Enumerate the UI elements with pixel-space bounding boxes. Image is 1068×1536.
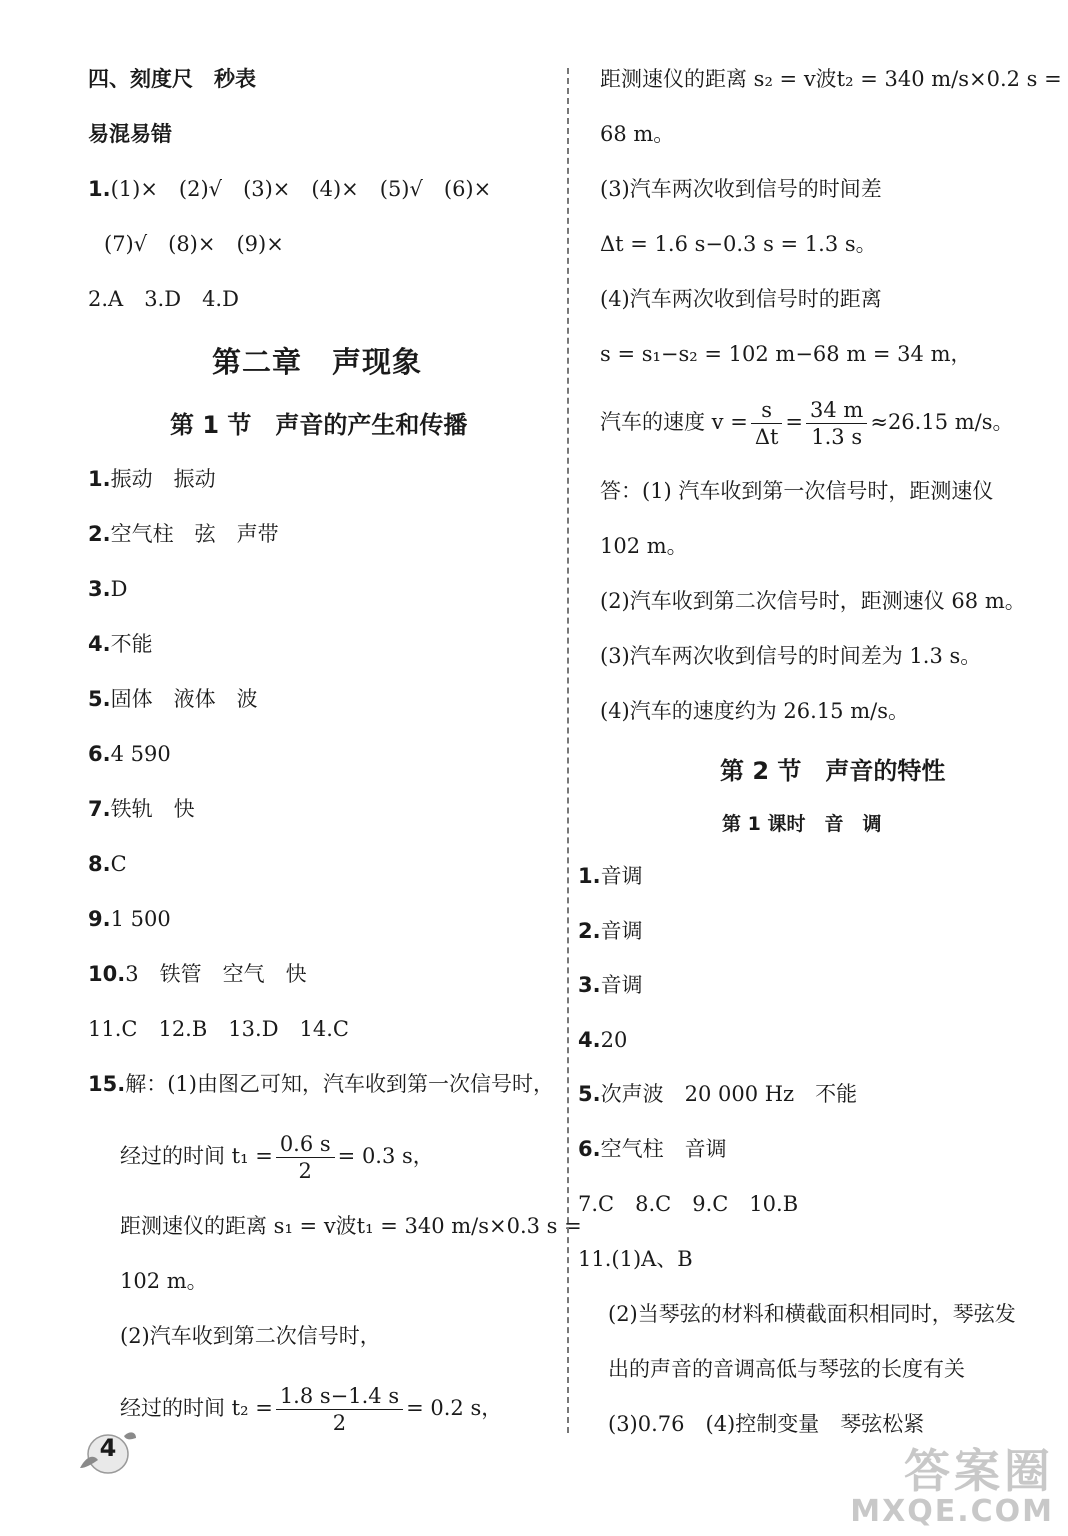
question-number: 4. xyxy=(88,632,111,656)
v-denominator-2: 1.3 s xyxy=(811,425,863,449)
t2-prefix: 经过的时间 t₂ = xyxy=(120,1396,273,1420)
watermark xyxy=(850,1446,1054,1528)
lesson-title: 第 1 课时 音 调 xyxy=(722,813,882,835)
question-number: 4. xyxy=(578,1027,601,1052)
answer-text: 振动 振动 xyxy=(110,467,216,491)
q11-part2: (2)当琴弦的材料和横截面积相同时，琴弦发 xyxy=(608,1302,1016,1326)
answer-text: 音调 xyxy=(600,864,643,888)
section1-answer-10 xyxy=(88,959,307,989)
s1-formula: 距测速仪的距离 s₁ = v波t₁ = 340 m/s×0.3 s = xyxy=(120,1214,582,1238)
section2-answer-6 xyxy=(578,1134,727,1164)
t1-suffix: = 0.3 s， xyxy=(337,1144,434,1168)
v-fraction-2 xyxy=(806,397,867,450)
question-number: 7. xyxy=(88,797,111,821)
t2-denominator: 2 xyxy=(332,1411,347,1435)
watermark-text-1: 答案圈 xyxy=(904,1444,1054,1498)
question-number: 8. xyxy=(88,852,111,876)
answer-text: 音调 xyxy=(600,918,643,943)
t1-prefix: 经过的时间 t₁ = xyxy=(120,1144,273,1168)
q7-10-answers: 7.C 8.C 9.C 10.B xyxy=(578,1192,799,1216)
section1-answer-7 xyxy=(88,794,195,824)
part2-intro: (2)汽车收到第二次信号时， xyxy=(120,1324,381,1348)
section2-title: 第 2 节 声音的特性 xyxy=(720,757,946,785)
s2-formula: 距测速仪的距离 s₂ = v波t₂ = 340 m/s×0.2 s = xyxy=(600,67,1062,91)
answer-part1: 答：(1) 汽车收到第一次信号时，距测速仪 xyxy=(600,479,994,503)
v-fraction-1 xyxy=(751,397,783,450)
answer-text: 1 500 xyxy=(110,907,171,931)
answer-text: 不能 xyxy=(110,632,153,656)
v-numerator-2: 34 m xyxy=(806,397,867,424)
section2-answer-5 xyxy=(578,1079,857,1109)
q1-label: 1. xyxy=(88,177,111,201)
answer-text: 空气柱 弦 声带 xyxy=(110,522,279,546)
distance-formula: s = s₁−s₂ = 102 m−68 m = 34 m， xyxy=(600,342,972,366)
section1-answer-4 xyxy=(88,629,153,659)
heading-confusing: 易混易错 xyxy=(88,122,172,146)
answer-part3: (3)汽车两次收到信号的时间差为 1.3 s。 xyxy=(600,644,982,668)
column-divider xyxy=(567,68,569,1433)
t1-numerator: 0.6 s xyxy=(276,1131,335,1158)
t2-numerator: 1.8 s−1.4 s xyxy=(276,1383,403,1410)
page-number: 4 xyxy=(99,1434,117,1462)
section1-answer-2 xyxy=(88,519,279,549)
t1-formula xyxy=(120,1128,434,1184)
question-number: 3. xyxy=(88,577,111,601)
question-number: 5. xyxy=(88,687,111,711)
t2-suffix: = 0.2 s， xyxy=(406,1396,503,1420)
q2-4-answers: 2.A 3.D 4.D xyxy=(88,287,239,311)
t2-formula xyxy=(120,1380,502,1436)
v-suffix: ≈26.15 m/s。 xyxy=(870,410,1014,434)
answer-text: 铁轨 快 xyxy=(110,797,195,821)
section1-title: 第 1 节 声音的产生和传播 xyxy=(170,411,468,439)
heading-si: 四、刻度尺 秒表 xyxy=(88,67,256,91)
question-number: 6. xyxy=(578,1137,601,1161)
answer-text: 20 xyxy=(600,1027,628,1052)
watermark-text-2: MXQE.COM xyxy=(850,1494,1054,1529)
question-number: 6. xyxy=(88,742,111,766)
question-number: 10. xyxy=(88,962,126,986)
q1-answers-a: (1)× (2)√ (3)× (4)× (5)√ (6)× xyxy=(110,177,492,201)
s2-result: 68 m。 xyxy=(600,122,675,146)
answer-part2: (2)汽车收到第二次信号时，距测速仪 68 m。 xyxy=(600,589,1026,613)
v-equals: = xyxy=(785,410,804,434)
section2-answer-4 xyxy=(578,1025,627,1055)
q11-part1: 11.(1)A、B xyxy=(578,1247,693,1271)
q11-part3-4: (3)0.76 (4)控制变量 琴弦松紧 xyxy=(608,1412,925,1436)
velocity-formula xyxy=(600,394,1014,450)
part3-intro: (3)汽车两次收到信号的时间差 xyxy=(600,177,882,201)
page-number-badge xyxy=(72,1420,142,1490)
question-number: 5. xyxy=(578,1082,601,1107)
s1-result: 102 m。 xyxy=(120,1269,208,1293)
answer-text: 次声波 20 000 Hz 不能 xyxy=(600,1082,858,1107)
answer-text: D xyxy=(110,577,128,601)
answer-text: 3 铁管 空气 快 xyxy=(125,962,307,986)
q15-label: 15. xyxy=(88,1072,126,1096)
v-prefix: 汽车的速度 v = xyxy=(600,410,748,434)
t1-fraction xyxy=(276,1131,335,1184)
q11-part2-cont: 出的声音的音调高低与琴弦的长度有关 xyxy=(608,1357,965,1381)
question-number: 1. xyxy=(578,864,601,888)
section2-answer-3 xyxy=(578,970,643,1000)
answer-text: 音调 xyxy=(600,973,643,998)
question-number: 2. xyxy=(578,918,601,943)
q15-intro: 解：(1)由图乙可知，汽车收到第一次信号时， xyxy=(125,1072,554,1096)
question-number: 3. xyxy=(578,973,601,998)
answer-text: 固体 液体 波 xyxy=(110,687,258,711)
chapter-title: 第二章 声现象 xyxy=(212,345,423,379)
answer-part1-cont: 102 m。 xyxy=(600,534,688,558)
section1-answer-9 xyxy=(88,904,171,934)
section1-answer-3 xyxy=(88,574,127,604)
delta-t-formula: Δt = 1.6 s−0.3 s = 1.3 s。 xyxy=(600,232,877,256)
q1-line-a xyxy=(88,174,491,204)
q1-answers-b: (7)√ (8)× (9)× xyxy=(104,232,284,256)
q15-intro-line xyxy=(88,1069,554,1099)
section1-answer-6 xyxy=(88,739,171,769)
section1-answer-8 xyxy=(88,849,127,879)
section2-answer-2 xyxy=(578,916,643,946)
q11-14-answers: 11.C 12.B 13.D 14.C xyxy=(88,1017,349,1041)
question-number: 1. xyxy=(88,467,111,491)
t1-denominator: 2 xyxy=(298,1159,312,1183)
question-number: 9. xyxy=(88,907,111,931)
v-numerator-1: s xyxy=(751,397,783,424)
t2-fraction xyxy=(276,1383,403,1436)
answer-text: C xyxy=(110,852,127,876)
v-denominator-1: Δt xyxy=(754,425,779,449)
section1-answer-1 xyxy=(88,464,216,494)
section2-answer-1 xyxy=(578,861,643,891)
answer-text: 空气柱 音调 xyxy=(600,1137,727,1161)
answer-text: 4 590 xyxy=(110,742,171,766)
answer-part4: (4)汽车的速度约为 26.15 m/s。 xyxy=(600,699,909,723)
part4-intro: (4)汽车两次收到信号时的距离 xyxy=(600,287,882,311)
question-number: 2. xyxy=(88,522,111,546)
section1-answer-5 xyxy=(88,684,258,714)
